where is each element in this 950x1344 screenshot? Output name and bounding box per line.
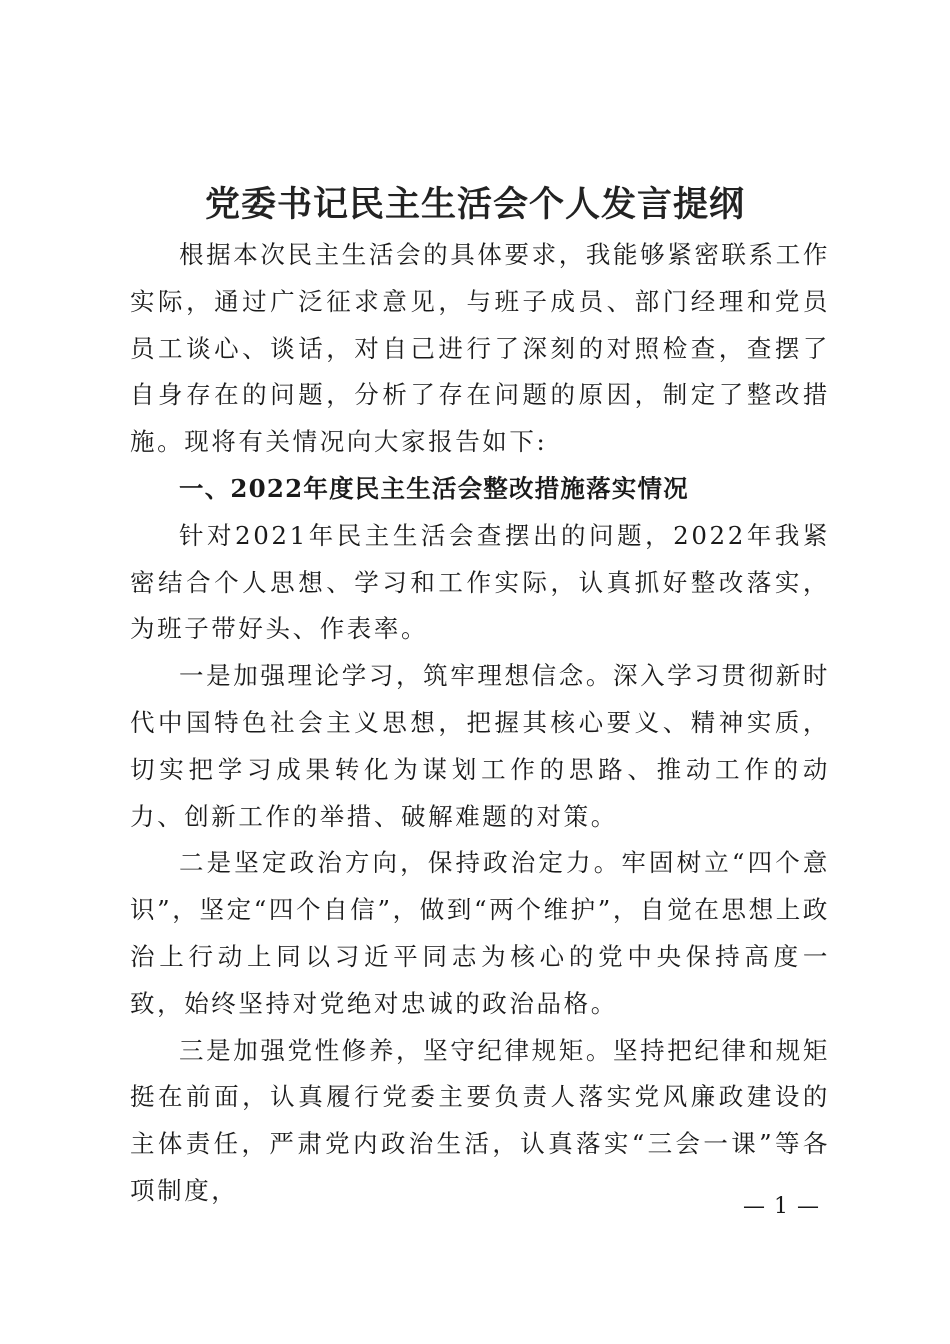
page-number: — 1 —	[743, 1194, 820, 1219]
body-paragraph: 三是加强党性修养，坚守纪律规矩。坚持把纪律和规矩挺在前面，认真履行党委主要负责人落实党风廉政建设的主体责任，严肃党内政治生活，认真落实“三会一课”等各项制度，	[130, 1035, 830, 1205]
intro-paragraph: 根据本次民主生活会的具体要求，我能够紧密联系工作实际，通过广泛征求意见，与班子成员、部门经理和党员员工谈心、谈话，对自己进行了深刻的对照检查，查摆了自身存在的问题，分析了存在问题的原因，制定了整改措施。现将有关情况向大家报告如下:	[130, 240, 830, 457]
body-paragraph: 二是坚定政治方向，保持政治定力。牢固树立“四个意识”，坚定“四个自信”，做到“两个维护”，自觉在思想上政治上行动上同以习近平同志为核心的党中央保持高度一致，始终坚持对党绝对忠诚的政治品格。	[130, 848, 830, 1018]
document-body	[130, 232, 830, 1215]
body-paragraph: 针对2021年民主生活会查摆出的问题，2022年我紧密结合个人思想、学习和工作实际，认真抓好整改落实，为班子带好头、作表率。	[130, 520, 830, 644]
section-heading: 一、2022年度民主生活会整改措施落实情况	[179, 473, 689, 503]
document-title: 党委书记民主生活会个人发言提纲	[204, 184, 745, 225]
body-paragraph: 一是加强理论学习，筑牢理想信念。深入学习贯彻新时代中国特色社会主义思想，把握其核心要义、精神实质，切实把学习成果转化为谋划工作的思路、推动工作的动力、创新工作的举措、破解难题的对策。	[130, 661, 830, 831]
